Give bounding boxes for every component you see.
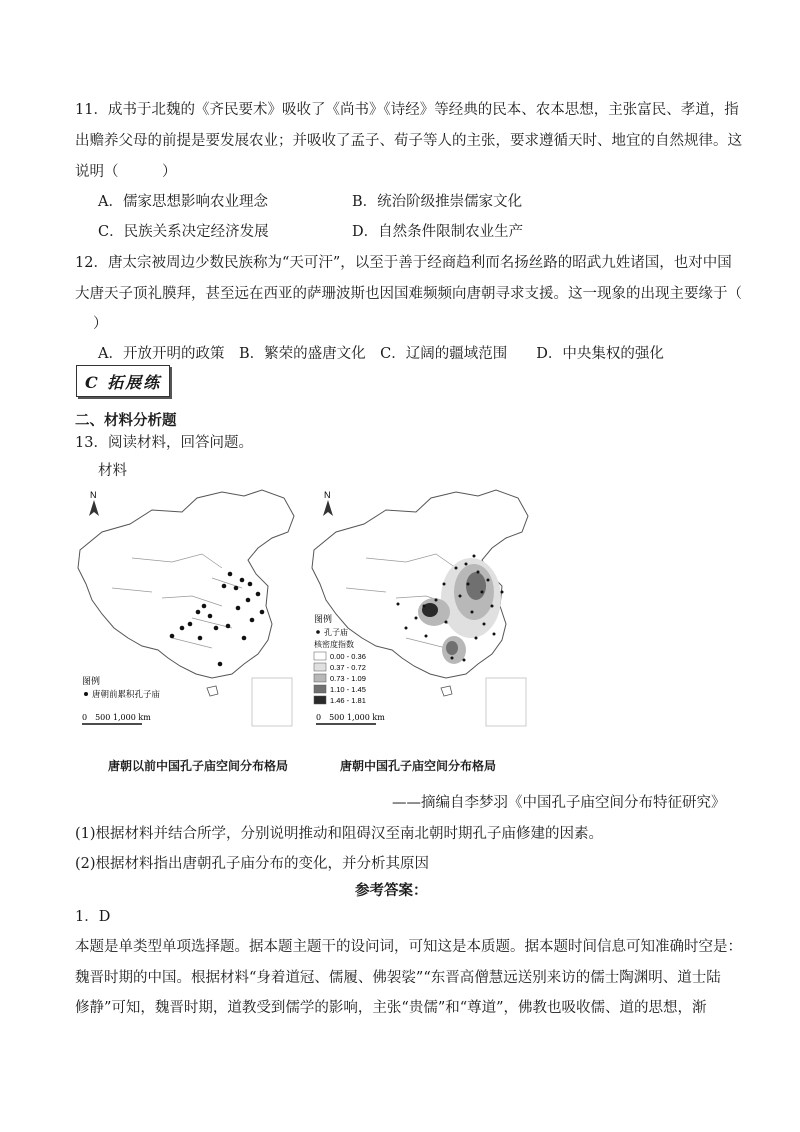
legend-class-label: 1.10 - 1.45 xyxy=(330,685,366,694)
q11-option-d[interactable]: D．自然条件限制农业生产 xyxy=(352,224,524,240)
legend-class-label: 0.00 - 0.36 xyxy=(330,652,366,661)
north-label: N xyxy=(90,490,97,500)
south-sea-inset xyxy=(252,678,292,726)
q13-stem: 13．阅读材料，回答问题。 xyxy=(75,435,253,451)
density-surface xyxy=(418,558,501,664)
north-label: N xyxy=(324,490,331,500)
q11-line2: 出赡养父母的前提是要发展农业；并吸收了孟子、荀子等人的主张，要求遵循天时、地宜的自然规律。这 xyxy=(75,133,742,149)
hainan-island xyxy=(207,686,218,696)
legend-swatch xyxy=(314,663,326,671)
legend-swatch xyxy=(314,652,326,660)
legend-class-label: 0.37 - 0.72 xyxy=(330,663,366,672)
q12-line1: 12．唐太宗被周边少数民族称为“天可汗”，以至于善于经商趋利而名扬丝路的昭武九姓诸国，也对中国 xyxy=(75,255,732,271)
section-label-box xyxy=(76,365,170,397)
part2-title: 二、材料分析题 xyxy=(75,412,177,429)
q13-sub1: (1)根据材料并结合所学，分别说明推动和阻碍汉至南北朝时期孔子庙修建的因素。 xyxy=(75,826,604,842)
legend-right xyxy=(314,613,366,705)
map-before-tang xyxy=(72,488,312,730)
legend-swatch xyxy=(314,696,326,704)
q13-material-label: 材料 xyxy=(98,463,127,479)
scale-bar-right xyxy=(316,713,385,724)
legend-item: 唐朝前累积孔子庙 xyxy=(92,690,161,700)
answer-1-p3: 修静”可知，魏晋时期，道教受到儒学的影响，主张“贵儒”和“尊道”，佛教也吸收儒、道的思想，渐 xyxy=(75,1000,707,1016)
hainan-island xyxy=(441,686,452,696)
south-sea-inset xyxy=(486,678,526,726)
section-label: C 拓展练 xyxy=(85,373,162,392)
q12-line3: ） xyxy=(93,316,108,332)
legend-point: 孔子庙 xyxy=(324,628,348,637)
q11-line3: 说明（ ） xyxy=(75,164,177,180)
scale-text: 0 500 1,000 km xyxy=(82,713,151,722)
scale-bar-left xyxy=(82,713,151,724)
legend-swatch xyxy=(314,674,326,682)
q11-option-b[interactable]: B．统治阶级推崇儒家文化 xyxy=(352,194,523,210)
answers-title: 参考答案： xyxy=(355,882,428,899)
temple-points xyxy=(170,572,265,667)
caption-map-before-tang: 唐朝以前中国孔子庙空间分布格局 xyxy=(108,759,289,773)
q13-source: ——摘编自李梦羽《中国孔子庙空间分布特征研究》 xyxy=(392,795,726,811)
legend-title: 图例 xyxy=(314,615,333,625)
answer-1: 1．D xyxy=(75,909,111,925)
china-outline xyxy=(78,490,294,678)
legend-class-label: 1.46 - 1.81 xyxy=(330,696,366,705)
legend-left xyxy=(82,675,161,700)
q13-sub2: (2)根据材料指出唐朝孔子庙分布的变化，并分析其原因 xyxy=(75,856,430,872)
q11-line1: 11．成书于北魏的《齐民要术》吸收了《尚书》《诗经》等经典的民本、农本思想，主张富民、孝道，指 xyxy=(75,102,739,118)
north-arrow xyxy=(323,490,333,516)
answer-1-p2: 魏晋时期的中国。根据材料“身着道冠、儒履、佛袈裟”“东晋高僧慧远送别来访的儒士陶渊明、道士陆 xyxy=(75,970,721,986)
q12-options[interactable]: A．开放开明的政策 B．繁荣的盛唐文化 C．辽阔的疆域范围 D．中央集权的强化 xyxy=(98,346,664,362)
caption-map-tang: 唐朝中国孔子庙空间分布格局 xyxy=(340,759,497,773)
legend-title: 图例 xyxy=(82,677,101,687)
q11-option-a[interactable]: A．儒家思想影响农业理念 xyxy=(98,194,268,210)
legend-class-label: 0.73 - 1.09 xyxy=(330,674,366,683)
north-arrow xyxy=(89,490,99,516)
answer-1-p1: 本题是单类型单项选择题。据本题主题干的设问词，可知这是本质题。据本题时间信息可知准确时空是： xyxy=(75,939,742,955)
legend-swatch xyxy=(314,685,326,693)
q11-option-c[interactable]: C．民族关系决定经济发展 xyxy=(98,224,269,240)
q12-line2: 大唐天子顶礼膜拜，甚至远在西亚的萨珊波斯也因国难频频向唐朝寻求支援。这一现象的出现主要缘于（ xyxy=(75,286,742,302)
map-tang xyxy=(306,488,546,730)
scale-text: 0 500 1,000 km xyxy=(316,713,385,722)
legend-density: 核密度指数 xyxy=(314,640,354,649)
